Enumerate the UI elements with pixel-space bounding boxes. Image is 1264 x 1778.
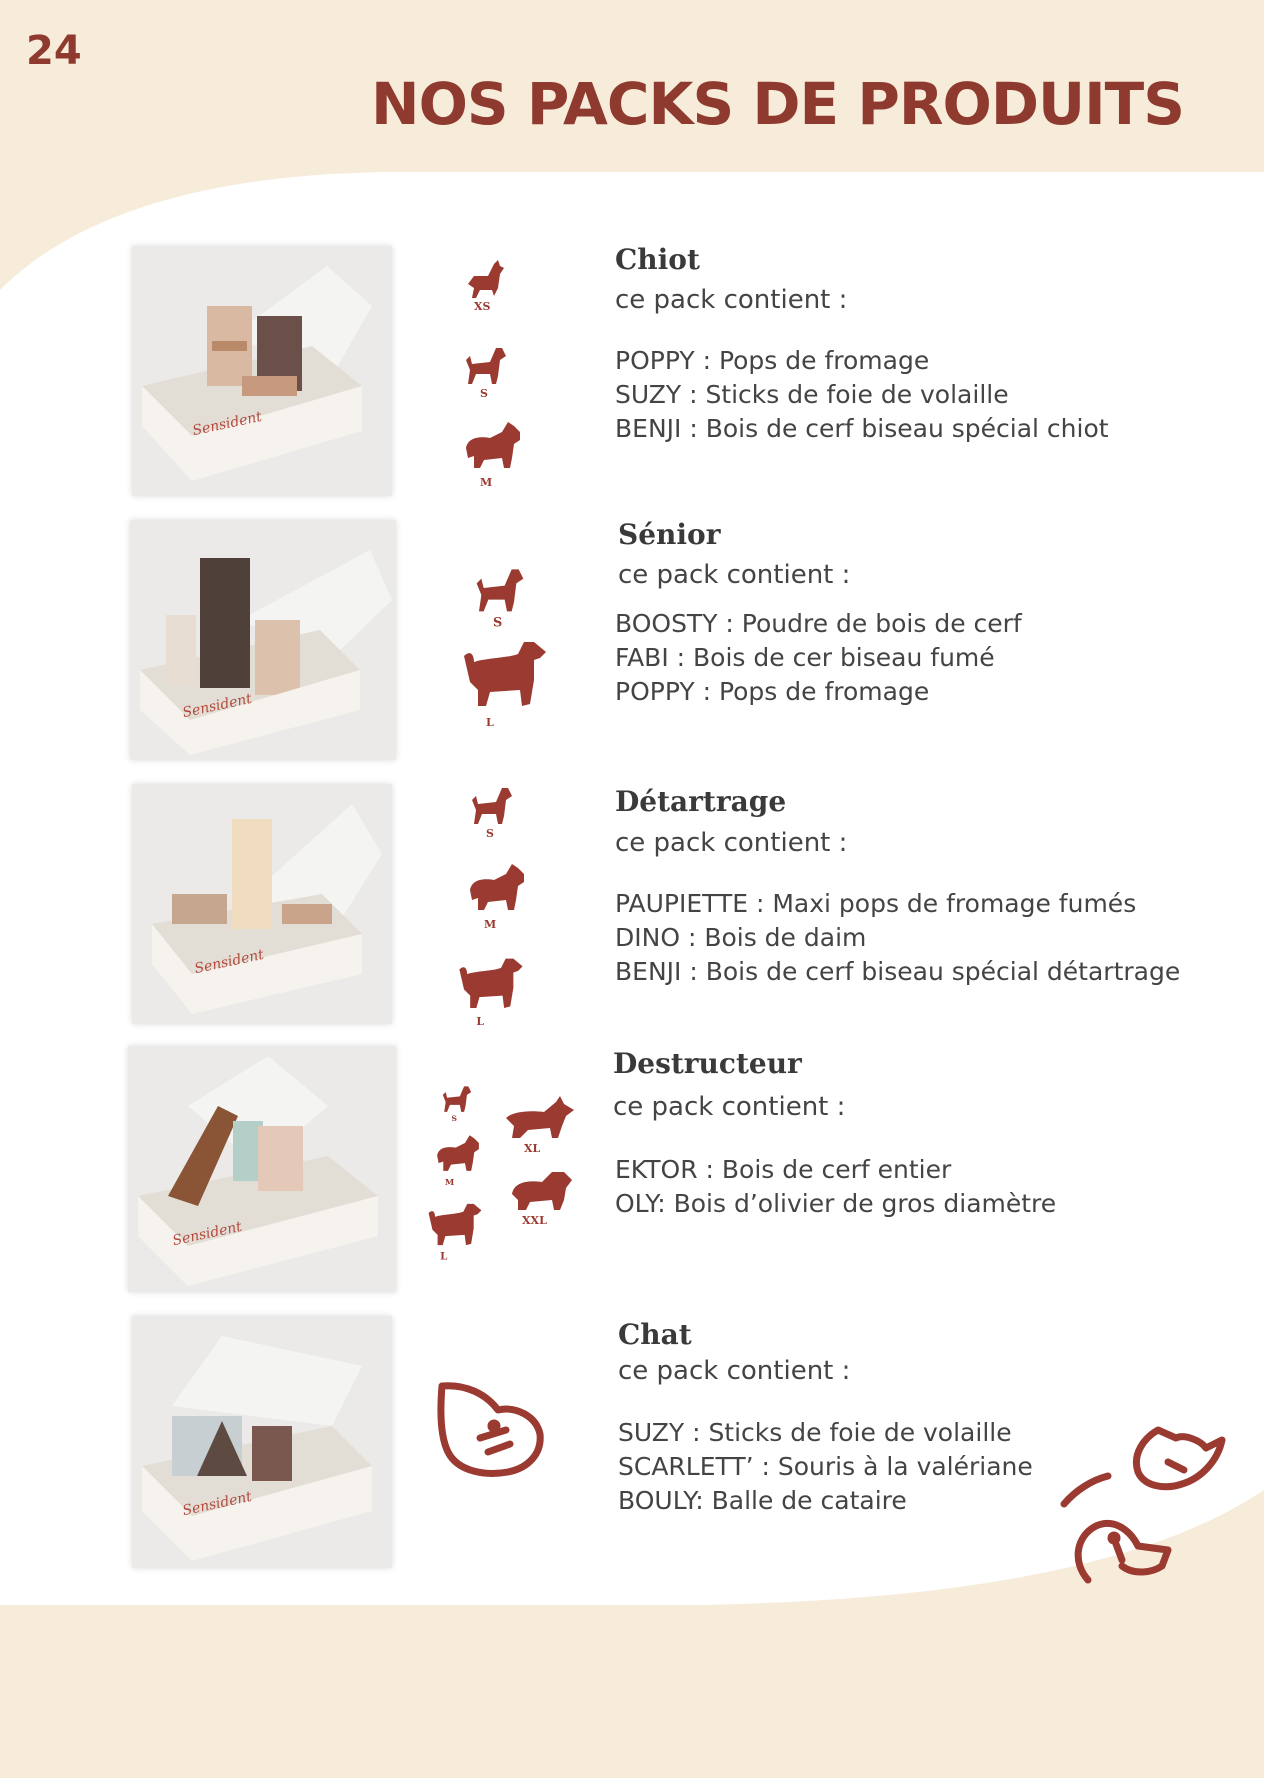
dog-size-s-icon bbox=[462, 340, 510, 400]
svg-text:XS: XS bbox=[474, 300, 491, 313]
pack-item: SUZY : Sticks de foie de volaille bbox=[615, 380, 1009, 409]
pack-item: SUZY : Sticks de foie de volaille bbox=[618, 1418, 1012, 1447]
dog-size-m-icon bbox=[466, 860, 528, 932]
pack-items-chiot bbox=[615, 344, 1109, 446]
pack-item: BENJI : Bois de cerf biseau spécial détartrage bbox=[615, 957, 1181, 986]
pack-item: BOULY: Balle de cataire bbox=[618, 1486, 907, 1515]
svg-text:M: M bbox=[444, 1177, 455, 1188]
cat-and-dog-illustration-icon bbox=[1058, 1420, 1230, 1590]
pack-item: BENJI : Bois de cerf biseau spécial chiot bbox=[615, 414, 1109, 443]
svg-text:S: S bbox=[451, 1114, 457, 1124]
dog-size-m-icon bbox=[434, 1132, 482, 1188]
pack-item: DINO : Bois de daim bbox=[615, 923, 867, 952]
pack-intro-destructeur: ce pack contient : bbox=[613, 1092, 846, 1122]
svg-text:M: M bbox=[484, 918, 497, 931]
pack-name-chiot: Chiot bbox=[615, 243, 700, 276]
svg-text:L: L bbox=[486, 716, 494, 729]
pack-item: POPPY : Pops de fromage bbox=[615, 346, 930, 375]
gift-box-illustration bbox=[130, 520, 396, 760]
pack-items-detartrage bbox=[615, 887, 1180, 989]
pack-item: POPPY : Pops de fromage bbox=[615, 677, 930, 706]
brand-logo: Sensident bbox=[181, 1488, 254, 1520]
pack-item: BOOSTY : Poudre de bois de cerf bbox=[615, 609, 1022, 638]
pack-intro-senior: ce pack contient : bbox=[618, 560, 851, 590]
svg-text:S: S bbox=[480, 387, 488, 400]
gift-box-illustration bbox=[132, 784, 392, 1024]
pack-photo-destructeur bbox=[128, 1046, 396, 1292]
dog-size-l-icon bbox=[456, 954, 526, 1028]
pack-name-senior: Sénior bbox=[618, 518, 721, 551]
page-title: NOS PACKS DE PRODUITS bbox=[371, 70, 1184, 138]
svg-text:S: S bbox=[486, 827, 494, 840]
brand-logo: Sensident bbox=[171, 1218, 244, 1250]
pack-name-detartrage: Détartrage bbox=[615, 785, 787, 818]
pack-items-senior bbox=[615, 607, 1022, 709]
gift-box-illustration bbox=[128, 1046, 396, 1292]
svg-text:S: S bbox=[493, 615, 503, 630]
dog-size-s-icon bbox=[440, 1080, 474, 1124]
pack-intro-detartrage: ce pack contient : bbox=[615, 828, 848, 858]
gift-box-illustration bbox=[132, 1316, 392, 1568]
brand-logo: Sensident bbox=[181, 690, 254, 722]
pack-photo-senior bbox=[130, 520, 396, 760]
pack-item: SCARLETT’ : Souris à la valériane bbox=[618, 1452, 1033, 1481]
brand-logo: Sensident bbox=[193, 946, 266, 978]
pack-photo-detartrage bbox=[132, 784, 392, 1024]
pack-name-destructeur: Destructeur bbox=[613, 1047, 802, 1080]
pack-photo-chat bbox=[132, 1316, 392, 1568]
svg-text:XL: XL bbox=[524, 1142, 541, 1155]
page-number: 24 bbox=[26, 28, 82, 74]
svg-text:L: L bbox=[476, 1014, 484, 1028]
pack-photo-chiot bbox=[132, 246, 392, 496]
pack-item: FABI : Bois de cer biseau fumé bbox=[615, 643, 995, 672]
svg-text:XXL: XXL bbox=[522, 1214, 547, 1227]
brand-logo: Sensident bbox=[191, 408, 264, 440]
svg-text:L: L bbox=[440, 1250, 448, 1262]
dog-size-l-icon bbox=[426, 1200, 484, 1262]
pack-item: EKTOR : Bois de cerf entier bbox=[615, 1155, 952, 1184]
pack-name-chat: Chat bbox=[618, 1318, 692, 1351]
pack-items-destructeur bbox=[615, 1153, 1056, 1221]
dog-size-s-icon bbox=[472, 560, 528, 630]
pack-items-chat bbox=[618, 1416, 1033, 1518]
dog-size-xl-icon bbox=[504, 1094, 576, 1156]
gift-box-illustration bbox=[132, 246, 392, 496]
pack-intro-chat: ce pack contient : bbox=[618, 1356, 851, 1386]
dog-size-s-icon bbox=[468, 780, 516, 840]
pack-intro-chiot: ce pack contient : bbox=[615, 285, 848, 315]
pack-item: OLY: Bois d’olivier de gros diamètre bbox=[615, 1189, 1057, 1218]
pack-item: PAUPIETTE : Maxi pops de fromage fumés bbox=[615, 889, 1137, 918]
dog-size-l-icon bbox=[460, 636, 550, 732]
dog-size-m-icon bbox=[462, 418, 524, 490]
cat-head-icon bbox=[436, 1380, 546, 1490]
dog-size-xs-icon bbox=[464, 254, 508, 314]
svg-text:M: M bbox=[480, 476, 493, 489]
dog-size-xxl-icon bbox=[508, 1166, 574, 1228]
